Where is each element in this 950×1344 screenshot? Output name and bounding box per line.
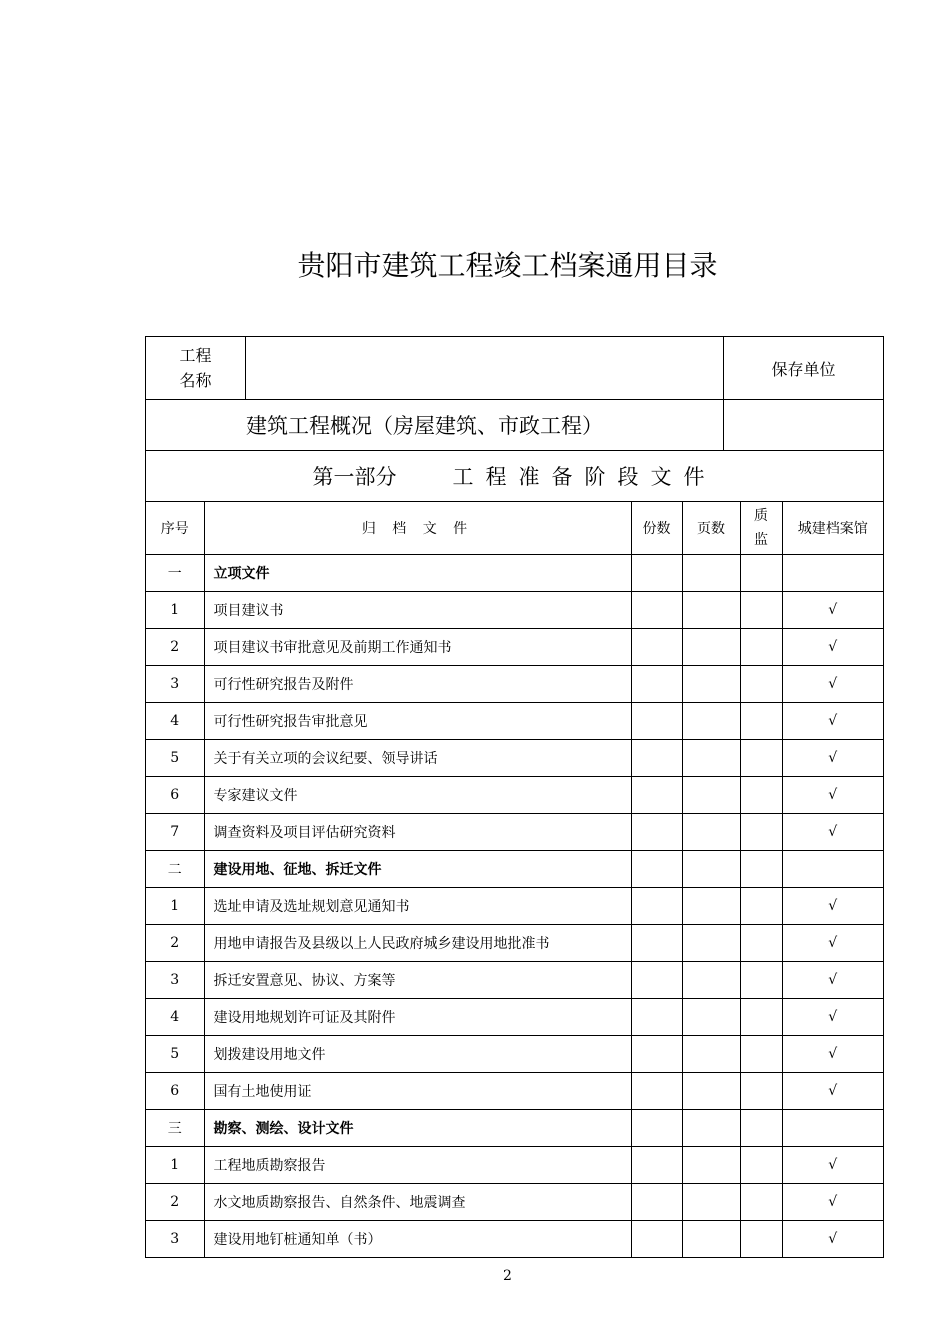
row-archive: √: [782, 666, 883, 703]
row-pages[interactable]: [682, 999, 740, 1036]
row-copies[interactable]: [631, 703, 682, 740]
row-number: 4: [146, 999, 204, 1036]
col-quality-header: [740, 502, 782, 555]
row-pages[interactable]: [682, 888, 740, 925]
col-quality-line1: 质: [754, 508, 768, 524]
row-number: 3: [146, 666, 204, 703]
row-file-name: 关于有关立项的会议纪要、领导讲话: [204, 740, 631, 777]
row-file-name: 水文地质勘察报告、自然条件、地震调查: [204, 1184, 631, 1221]
table-row: [146, 777, 883, 814]
row-quality[interactable]: [740, 1110, 782, 1147]
row-copies[interactable]: [631, 555, 682, 592]
stage-label: 工程准备阶段文件: [452, 465, 717, 489]
row-copies[interactable]: [631, 851, 682, 888]
row-number: 4: [146, 703, 204, 740]
table-row: [146, 925, 883, 962]
table-row: [146, 814, 883, 851]
catalog-form: [145, 336, 884, 1258]
table-row: [146, 592, 883, 629]
row-file-name: 项目建议书审批意见及前期工作通知书: [204, 629, 631, 666]
overview-row: [146, 400, 883, 451]
row-number: 2: [146, 1184, 204, 1221]
page-number: 2: [503, 1268, 512, 1284]
row-number: 3: [146, 962, 204, 999]
row-copies[interactable]: [631, 925, 682, 962]
row-quality[interactable]: [740, 592, 782, 629]
table-row: [146, 703, 883, 740]
table-row: [146, 666, 883, 703]
part-row: [146, 451, 883, 502]
row-number: 2: [146, 925, 204, 962]
row-quality[interactable]: [740, 1073, 782, 1110]
project-header-row: [146, 337, 883, 400]
row-archive: √: [782, 777, 883, 814]
table-row: [146, 1036, 883, 1073]
row-quality[interactable]: [740, 962, 782, 999]
project-name-field[interactable]: [246, 337, 724, 399]
row-number: 5: [146, 1036, 204, 1073]
row-archive: [782, 851, 883, 888]
row-archive: √: [782, 888, 883, 925]
column-header-row: [146, 502, 883, 555]
row-copies[interactable]: [631, 999, 682, 1036]
section-row: [146, 1110, 883, 1147]
table-row: [146, 888, 883, 925]
row-file-name: 建设用地钉桩通知单（书）: [204, 1221, 631, 1258]
col-pages-header: 页数: [682, 502, 740, 555]
row-pages[interactable]: [682, 703, 740, 740]
row-quality[interactable]: [740, 814, 782, 851]
row-file-name: 用地申请报告及县级以上人民政府城乡建设用地批准书: [204, 925, 631, 962]
table-row: [146, 999, 883, 1036]
row-file-name: 建设用地规划许可证及其附件: [204, 999, 631, 1036]
row-number: 6: [146, 777, 204, 814]
table-row: [146, 740, 883, 777]
row-quality[interactable]: [740, 666, 782, 703]
row-number: 1: [146, 1147, 204, 1184]
table-row: [146, 1184, 883, 1221]
row-archive: √: [828, 1231, 838, 1247]
row-quality[interactable]: [740, 888, 782, 925]
row-pages[interactable]: [682, 1036, 740, 1073]
row-number: 6: [146, 1073, 204, 1110]
project-name-label-line1: 工程: [179, 346, 212, 365]
row-pages[interactable]: [682, 555, 740, 592]
row-copies[interactable]: [631, 1073, 682, 1110]
row-pages[interactable]: [682, 740, 740, 777]
row-pages[interactable]: [682, 629, 740, 666]
keep-unit-label: 保存单位: [771, 359, 836, 379]
row-archive: √: [782, 1036, 883, 1073]
row-copies[interactable]: [631, 1036, 682, 1073]
row-quality[interactable]: [740, 1036, 782, 1073]
row-number: 一: [146, 555, 204, 592]
row-quality[interactable]: [740, 1221, 782, 1258]
row-archive: √: [782, 592, 883, 629]
row-number: 5: [146, 740, 204, 777]
row-file-name: 工程地质勘察报告: [204, 1147, 631, 1184]
row-archive: √: [782, 629, 883, 666]
row-copies[interactable]: [631, 740, 682, 777]
project-name-label: [146, 337, 246, 399]
col-no-header: 序号: [146, 502, 204, 555]
row-copies[interactable]: [631, 1184, 682, 1221]
row-file-name: 项目建议书: [204, 592, 631, 629]
row-archive: √: [782, 962, 883, 999]
row-copies[interactable]: [631, 962, 682, 999]
row-archive: √: [782, 703, 883, 740]
file-table: [146, 502, 883, 1257]
col-quality-line2: 监: [754, 532, 768, 548]
row-file-name: 选址申请及选址规划意见通知书: [204, 888, 631, 925]
row-file-name: 调查资料及项目评估研究资料: [204, 814, 631, 851]
row-number: 三: [146, 1110, 204, 1147]
row-pages[interactable]: [682, 814, 740, 851]
row-pages[interactable]: [682, 1110, 740, 1147]
row-quality[interactable]: [740, 925, 782, 962]
row-quality[interactable]: [740, 851, 782, 888]
section-row: [146, 555, 883, 592]
col-archive-header: 城建档案馆: [782, 502, 883, 555]
row-copies[interactable]: [631, 592, 682, 629]
row-archive: √: [782, 999, 883, 1036]
row-file-name: 勘察、测绘、设计文件: [204, 1110, 631, 1147]
row-copies[interactable]: [631, 629, 682, 666]
row-archive: √: [782, 1073, 883, 1110]
row-archive: √: [782, 1147, 883, 1184]
table-row: [146, 1073, 883, 1110]
row-file-name: 拆迁安置意见、协议、方案等: [204, 962, 631, 999]
row-copies[interactable]: [631, 777, 682, 814]
row-archive: √: [782, 740, 883, 777]
row-quality[interactable]: [740, 703, 782, 740]
col-copies-header: 份数: [631, 502, 682, 555]
row-archive: √: [782, 814, 883, 851]
section-row: [146, 851, 883, 888]
row-copies[interactable]: [631, 1147, 682, 1184]
row-pages[interactable]: [682, 1073, 740, 1110]
row-quality[interactable]: [740, 999, 782, 1036]
row-quality[interactable]: [740, 740, 782, 777]
row-quality[interactable]: [740, 1147, 782, 1184]
project-name-label-line2: 名称: [179, 371, 212, 390]
row-pages[interactable]: [682, 592, 740, 629]
row-pages[interactable]: [682, 1184, 740, 1221]
row-file-name: 可行性研究报告审批意见: [204, 703, 631, 740]
row-file-name: 可行性研究报告及附件: [204, 666, 631, 703]
row-pages[interactable]: [682, 925, 740, 962]
row-number: 3: [146, 1221, 204, 1258]
row-file-name: 建设用地、征地、拆迁文件: [204, 851, 631, 888]
table-row: [146, 962, 883, 999]
row-file-name: 专家建议文件: [204, 777, 631, 814]
row-quality[interactable]: [740, 555, 782, 592]
row-pages[interactable]: [682, 1147, 740, 1184]
part-label: 第一部分: [312, 465, 397, 489]
row-pages[interactable]: [682, 777, 740, 814]
col-file-header: 归 档 文 件: [204, 502, 631, 555]
keep-unit-field[interactable]: [724, 400, 883, 450]
row-file-name: 划拨建设用地文件: [204, 1036, 631, 1073]
row-archive: √: [782, 925, 883, 962]
table-row: [146, 1221, 883, 1258]
row-file-name: 立项文件: [204, 555, 631, 592]
row-pages[interactable]: [682, 851, 740, 888]
row-number: 二: [146, 851, 204, 888]
overview-label: 建筑工程概况（房屋建筑、市政工程）: [146, 400, 724, 450]
row-pages[interactable]: [682, 1221, 740, 1258]
row-archive: [782, 1110, 883, 1147]
row-file-name: 国有土地使用证: [204, 1073, 631, 1110]
table-row: [146, 1147, 883, 1184]
row-copies[interactable]: [631, 814, 682, 851]
table-row: [146, 629, 883, 666]
row-pages[interactable]: [682, 962, 740, 999]
row-quality[interactable]: [740, 1184, 782, 1221]
row-number: 1: [146, 592, 204, 629]
row-copies[interactable]: [631, 888, 682, 925]
row-pages[interactable]: [682, 666, 740, 703]
row-archive: [782, 555, 883, 592]
row-number: 1: [146, 888, 204, 925]
row-number: 7: [146, 814, 204, 851]
row-quality[interactable]: [740, 629, 782, 666]
row-archive: √: [782, 1184, 883, 1221]
row-copies[interactable]: [631, 666, 682, 703]
document-title: 贵阳市建筑工程竣工档案通用目录: [297, 249, 718, 282]
row-copies[interactable]: [631, 1221, 682, 1258]
row-quality[interactable]: [740, 777, 782, 814]
row-copies[interactable]: [631, 1110, 682, 1147]
row-number: 2: [146, 629, 204, 666]
part-heading: [146, 451, 883, 501]
